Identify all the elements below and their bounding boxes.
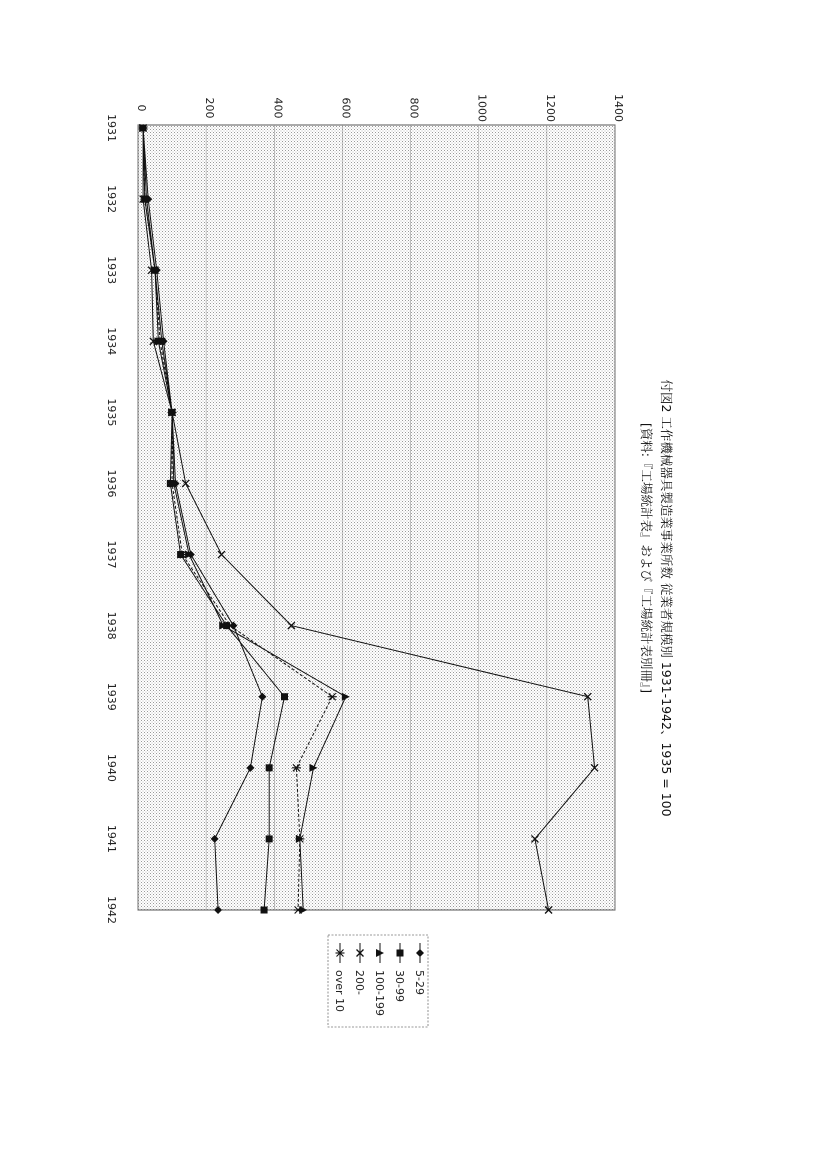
year-tick-label: 1934	[105, 327, 118, 356]
legend-label: 100-199	[373, 970, 386, 1016]
value-tick-label: 1000	[475, 94, 489, 122]
year-tick-label: 1942	[105, 896, 118, 924]
chart-title: 付図2 工作機械器具製造業事業所数 従業者規模別 1931-1942、1935 = 100	[659, 379, 674, 817]
value-axis-ticks	[135, 94, 625, 122]
data-point	[266, 764, 273, 771]
legend	[328, 935, 428, 1027]
chart-subtitle: [資料:『工場統計表』および『工場統計表別冊』]	[639, 422, 654, 694]
title-block	[639, 379, 674, 816]
value-tick-label: 1400	[612, 94, 625, 122]
data-point	[261, 907, 268, 914]
value-tick-label: 800	[407, 97, 421, 119]
year-tick-label: 1937	[105, 540, 118, 569]
legend-label: over 10	[333, 970, 346, 1013]
year-axis-ticks	[105, 114, 118, 924]
value-tick-label: 1200	[543, 94, 557, 122]
year-tick-label: 1933	[105, 256, 118, 285]
data-point	[281, 693, 288, 700]
legend-marker	[397, 950, 404, 957]
legend-label: 200-	[353, 970, 366, 995]
year-tick-label: 1935	[105, 398, 118, 427]
value-tick-label: 600	[339, 97, 353, 119]
plot-area	[138, 124, 615, 914]
year-tick-label: 1938	[105, 611, 118, 640]
value-tick-label: 400	[271, 97, 285, 119]
year-tick-label: 1936	[105, 469, 118, 498]
year-tick-label: 1939	[105, 682, 118, 711]
value-tick-label: 200	[203, 97, 217, 119]
legend-label: 30-99	[393, 970, 406, 1002]
data-point	[266, 835, 273, 842]
year-tick-label: 1932	[105, 185, 118, 214]
year-tick-label: 1931	[105, 114, 118, 142]
year-tick-label: 1940	[105, 753, 118, 782]
year-tick-label: 1941	[105, 824, 118, 853]
plot-background	[138, 125, 615, 910]
value-tick-label: 0	[135, 104, 148, 112]
legend-label: 5-29	[413, 970, 426, 995]
